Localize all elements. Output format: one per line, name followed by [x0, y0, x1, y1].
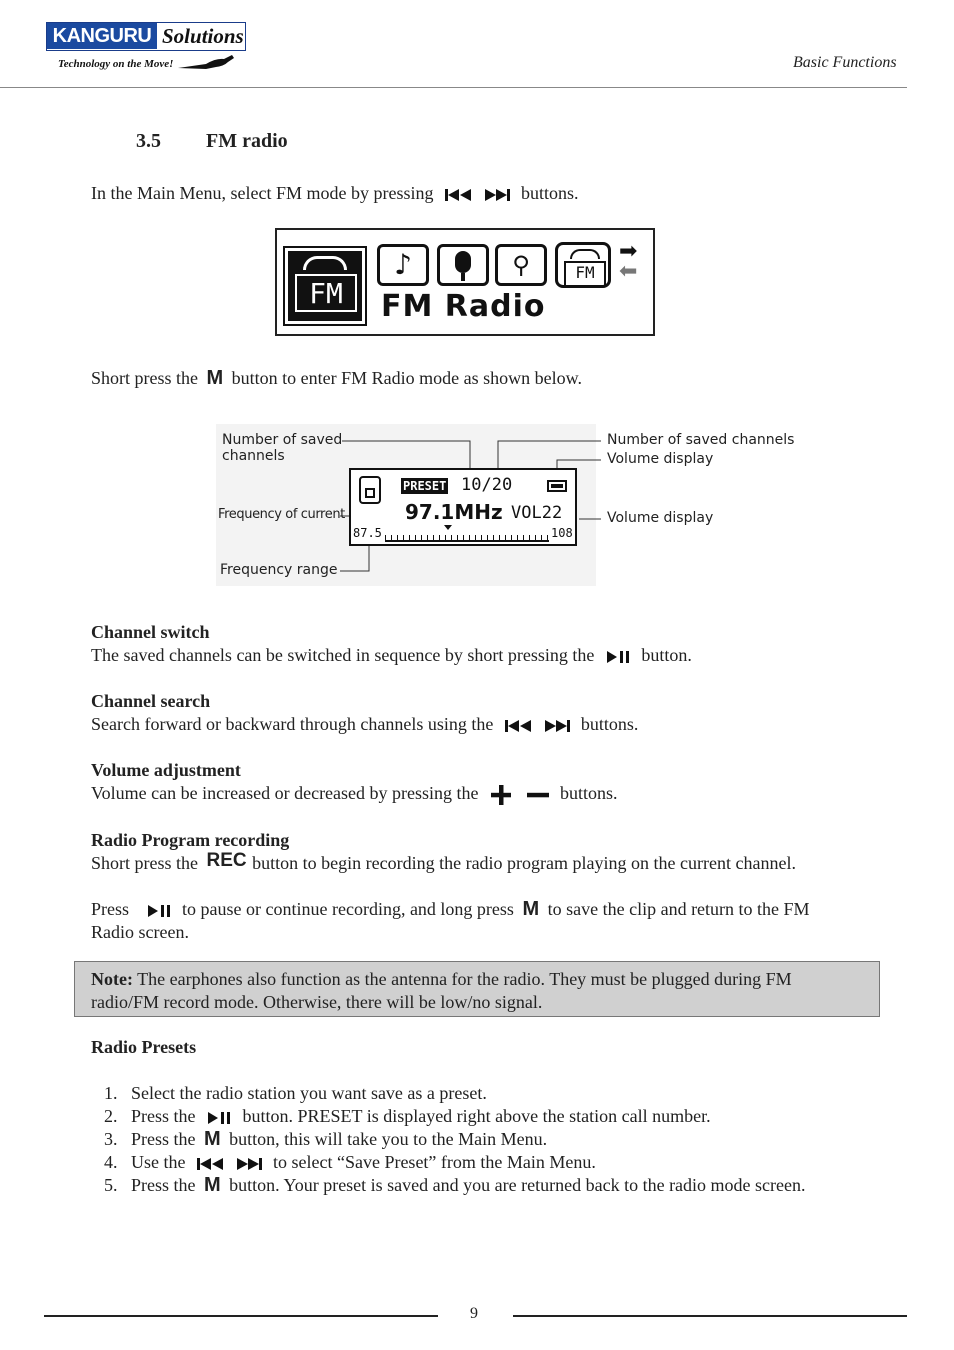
note-label: Note:	[91, 969, 133, 989]
next-track-icon	[542, 719, 572, 733]
header-rule	[0, 87, 907, 88]
list-item	[104, 1128, 547, 1150]
m-key-icon: M	[204, 1174, 221, 1196]
next-track-icon	[482, 188, 512, 202]
volume-title: Volume adjustment	[91, 760, 241, 780]
step-text-after: button. PRESET is displayed right above the station call number.	[242, 1106, 711, 1126]
footer-rule-right	[513, 1315, 907, 1317]
header-section-label: Basic Functions	[793, 54, 897, 71]
step-text-after: button, this will take you to the Main Menu.	[229, 1129, 548, 1149]
m-key-icon: M	[522, 898, 540, 920]
microphone-icon	[437, 244, 489, 286]
play-pause-icon	[146, 904, 172, 918]
play-pause-icon	[605, 650, 631, 664]
lcd-screen	[349, 468, 577, 546]
recording-line2-c: to save the clip and return to the FM	[547, 899, 810, 919]
recording-line1-after: button to begin recording the radio program playing on the current channel.	[252, 853, 796, 873]
volume-paragraph	[91, 782, 618, 807]
list-item	[104, 1174, 806, 1196]
list-item	[104, 1151, 596, 1173]
step-text-before: Press the	[131, 1175, 196, 1195]
step-number: 1.	[104, 1083, 118, 1103]
list-item	[104, 1082, 487, 1104]
arrows-icon: ➡ ⬅	[619, 239, 638, 284]
current-frequency: 97.1MHz	[405, 500, 503, 524]
settings-icon: ⚲	[495, 244, 547, 286]
presets-title: Radio Presets	[91, 1037, 197, 1057]
step-text-after: to select “Save Preset” from the Main Menu.	[272, 1152, 596, 1172]
enter-text-before: Short press the	[91, 368, 198, 388]
preset-badge: PRESET	[403, 479, 447, 493]
previous-track-icon	[504, 719, 534, 733]
fm-selected-tile	[283, 246, 367, 326]
recording-paragraph-1	[91, 852, 796, 875]
step-text: Select the radio station you want save as a preset.	[131, 1083, 487, 1103]
logo	[46, 22, 246, 78]
label-frequency-current: Frequency of current	[218, 507, 345, 522]
enter-paragraph	[91, 367, 582, 389]
channel-search-title: Channel search	[91, 691, 211, 711]
page-number: 9	[470, 1305, 478, 1322]
step-number: 4.	[104, 1152, 118, 1172]
enter-text-after: button to enter FM Radio mode as shown below.	[231, 368, 582, 388]
fm-menu-screen	[275, 228, 655, 336]
section-number: 3.5	[136, 130, 161, 152]
previous-track-icon	[444, 188, 474, 202]
fm-tile-label: FM	[295, 274, 357, 312]
music-icon: ♪	[377, 244, 429, 286]
fm-diagram	[216, 424, 795, 588]
channel-search-paragraph	[91, 713, 638, 735]
channel-switch-title: Channel switch	[91, 622, 210, 642]
recording-line2-b: to pause or continue recording, and long press	[182, 899, 514, 919]
play-pause-icon	[206, 1111, 232, 1125]
step-text-before: Press the	[131, 1106, 196, 1126]
m-key-icon: M	[206, 367, 224, 389]
battery-icon	[547, 480, 567, 492]
previous-track-icon	[196, 1157, 226, 1171]
channel-switch-text-after: button.	[641, 645, 692, 665]
footer-rule-left	[44, 1315, 438, 1317]
step-number: 5.	[104, 1175, 118, 1195]
minus-icon	[526, 783, 550, 807]
preset-count: 10/20	[461, 475, 513, 495]
intro-paragraph	[91, 182, 578, 204]
range-min: 87.5	[353, 526, 382, 540]
lock-icon	[359, 476, 381, 504]
next-track-icon	[234, 1157, 264, 1171]
recording-title: Radio Program recording	[91, 830, 290, 850]
recording-line2-d: Radio screen.	[91, 922, 189, 942]
frequency-marker	[444, 525, 452, 530]
label-volume-right: Volume display	[607, 510, 714, 526]
section-title: FM radio	[206, 130, 288, 152]
list-item	[104, 1105, 711, 1127]
step-number: 3.	[104, 1129, 118, 1149]
label-volume-top: Volume display	[607, 451, 714, 467]
recording-line1-before: Short press the	[91, 853, 198, 873]
channel-switch-paragraph	[91, 644, 692, 666]
channel-search-text-before: Search forward or backward through channels using the	[91, 714, 494, 734]
volume-text-before: Volume can be increased or decreased by pressing the	[91, 783, 479, 803]
note-line-2: radio/FM record mode. Otherwise, there will be low/no signal.	[91, 992, 543, 1012]
logo-suffix: Solutions	[162, 24, 244, 48]
logo-tagline: Technology on the Move!	[58, 58, 174, 70]
note-text-1: The earphones also function as the antenna for the radio. They must be plugged during FM	[137, 969, 792, 989]
menu-caption: FM Radio	[381, 289, 546, 324]
recording-paragraph-2	[91, 898, 810, 920]
logo-brand: KANGURU	[47, 23, 157, 49]
intro-text-before: In the Main Menu, select FM mode by pressing	[91, 183, 434, 203]
label-saved-channels-left-1: Number of saved	[222, 432, 343, 448]
range-max: 108	[551, 526, 573, 540]
fm-icon	[555, 242, 611, 288]
volume-level: VOL22	[511, 503, 563, 523]
recording-line2-a: Press	[91, 899, 130, 919]
volume-text-after: buttons.	[560, 783, 618, 803]
frequency-scale	[385, 530, 549, 542]
intro-text-after: buttons.	[520, 183, 579, 203]
channel-search-text-after: buttons.	[580, 714, 639, 734]
note-box	[74, 961, 880, 1017]
note-line-1	[91, 968, 792, 990]
step-text-before: Press the	[131, 1129, 196, 1149]
label-saved-channels-right: Number of saved channels	[607, 432, 795, 448]
rec-key-icon: REC	[206, 850, 247, 871]
step-text-after: button. Your preset is saved and you are returned back to the radio mode screen.	[229, 1175, 806, 1195]
label-saved-channels-left-2: channels	[222, 448, 285, 464]
label-frequency-range: Frequency range	[220, 562, 338, 578]
plus-icon	[489, 783, 513, 807]
fm-icon-label: FM	[564, 261, 606, 287]
kangaroo-icon	[176, 52, 238, 72]
step-text-before: Use the	[131, 1152, 186, 1172]
channel-switch-text-before: The saved channels can be switched in sequence by short pressing the	[91, 645, 595, 665]
step-number: 2.	[104, 1106, 118, 1126]
m-key-icon: M	[204, 1128, 221, 1150]
